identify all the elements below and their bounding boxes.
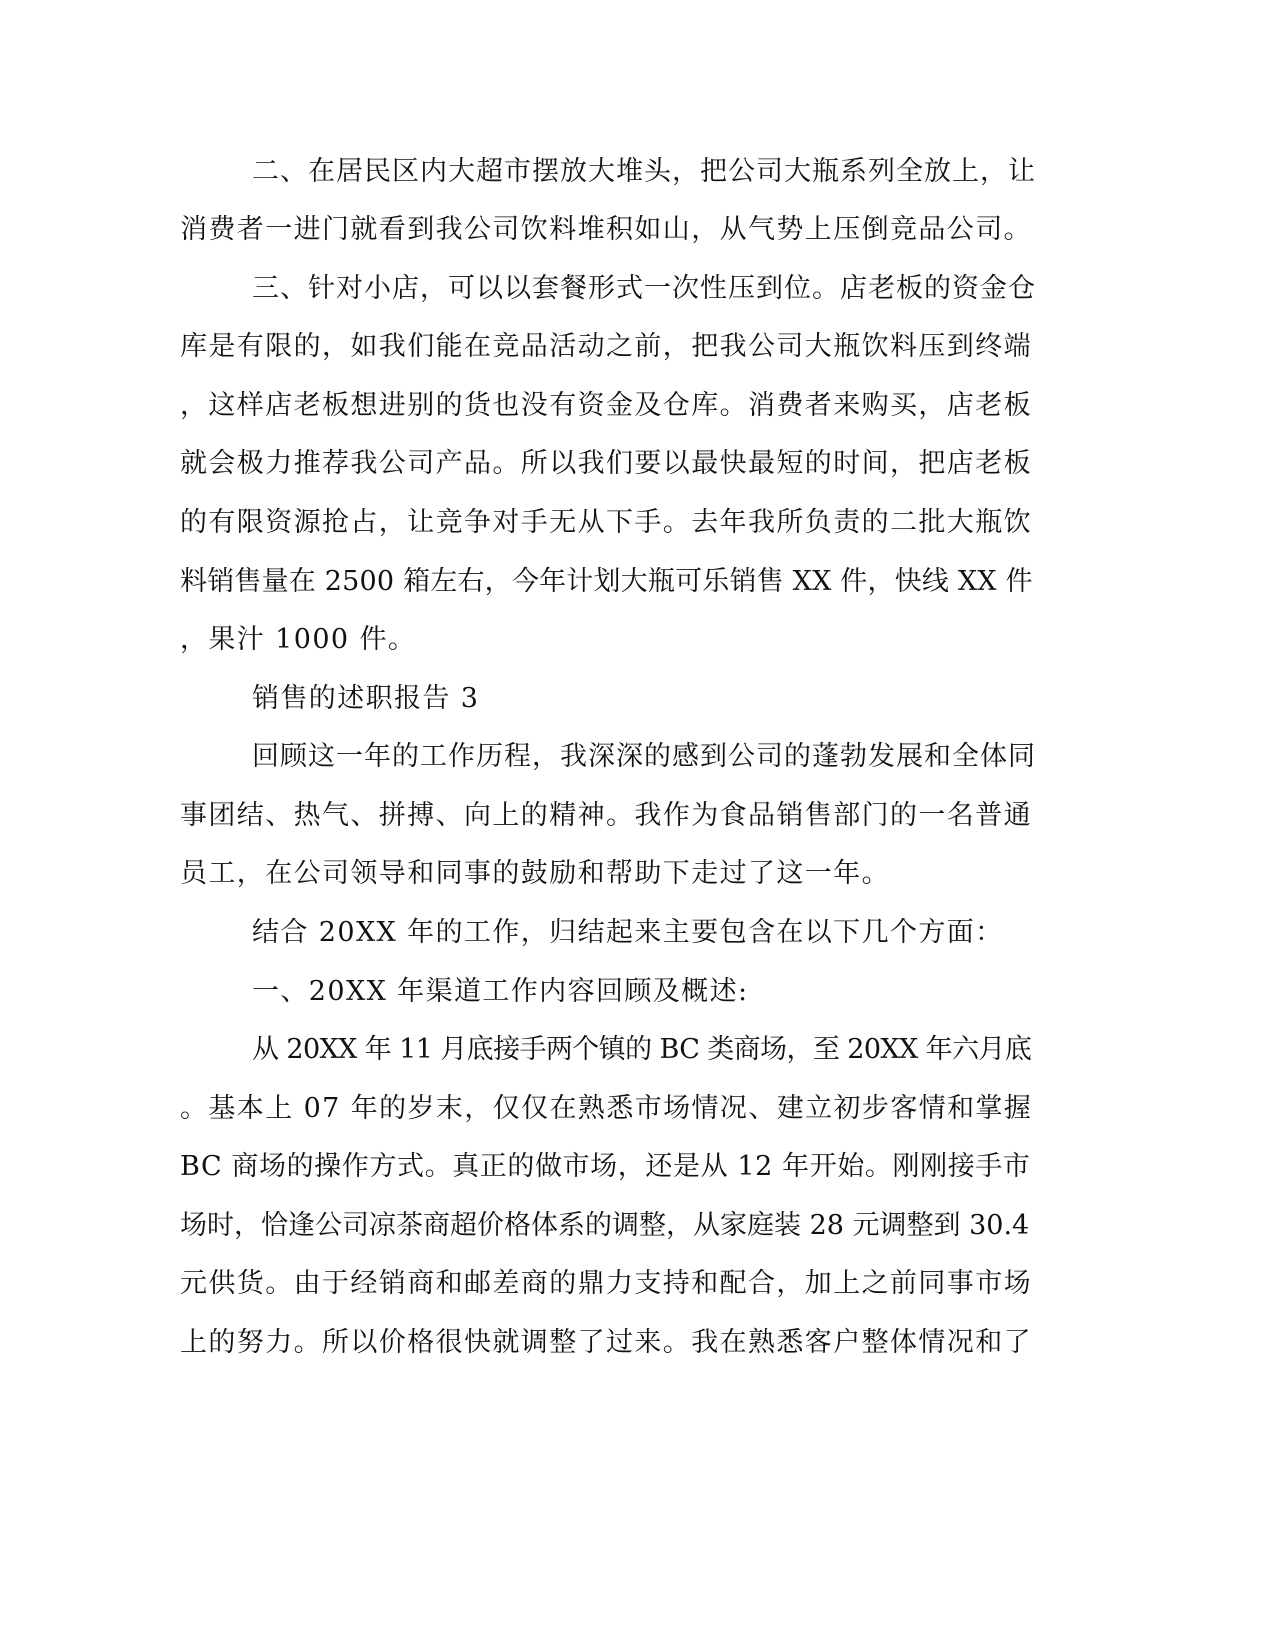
paragraph-line: 上的努力。所以价格很快就调整了过来。我在熟悉客户整体情况和了 — [180, 1327, 1032, 1358]
paragraph-line: 从 20XX 年 11 月底接手两个镇的 BC 类商场，至 20XX 年六月底 — [252, 1034, 1032, 1065]
paragraph-line: 一、20XX 年渠道工作内容回顾及概述: — [252, 976, 749, 1007]
paragraph-line: 回顾这一年的工作历程，我深深的感到公司的蓬勃发展和全体同 — [252, 741, 1036, 772]
paragraph-line: 就会极力推荐我公司产品。所以我们要以最快最短的时间，把店老板 — [180, 448, 1032, 479]
paragraph-line: ，这样店老板想进别的货也没有资金及仓库。消费者来购买，店老板 — [180, 390, 1032, 421]
section-heading: 销售的述职报告 3 — [252, 683, 480, 714]
paragraph-line: 员工，在公司领导和同事的鼓励和帮助下走过了这一年。 — [180, 858, 890, 889]
paragraph-line: 库是有限的，如我们能在竞品活动之前，把我公司大瓶饮料压到终端 — [180, 331, 1032, 362]
paragraph-line: 的有限资源抢占，让竞争对手无从下手。去年我所负责的二批大瓶饮 — [180, 507, 1032, 538]
paragraph-line: 事团结、热气、拼搏、向上的精神。我作为食品销售部门的一名普通 — [180, 800, 1032, 831]
paragraph-line: ，果汁 1000 件。 — [180, 624, 417, 655]
paragraph-line: 。基本上 07 年的岁末，仅仅在熟悉市场情况、建立初步客情和掌握 — [180, 1093, 1033, 1124]
paragraph-line: 三、针对小店，可以以套餐形式一次性压到位。店老板的资金仓 — [252, 273, 1036, 304]
paragraph-line: BC 商场的操作方式。真正的做市场，还是从 12 年开始。刚刚接手市 — [180, 1151, 1031, 1182]
paragraph-line: 场时，恰逢公司凉茶商超价格体系的调整，从家庭装 28 元调整到 30.4 — [180, 1210, 1030, 1241]
paragraph-line: 元供货。由于经销商和邮差商的鼎力支持和配合，加上之前同事市场 — [180, 1268, 1032, 1299]
paragraph-line: 结合 20XX 年的工作，归结起来主要包含在以下几个方面： — [252, 917, 1004, 948]
paragraph-line: 料销售量在 2500 箱左右，今年计划大瓶可乐销售 XX 件，快线 XX 件 — [180, 566, 1033, 597]
paragraph-line: 二、在居民区内大超市摆放大堆头，把公司大瓶系列全放上，让 — [252, 156, 1036, 187]
paragraph-line: 消费者一进门就看到我公司饮料堆积如山，从气势上压倒竞品公司。 — [180, 214, 1032, 245]
